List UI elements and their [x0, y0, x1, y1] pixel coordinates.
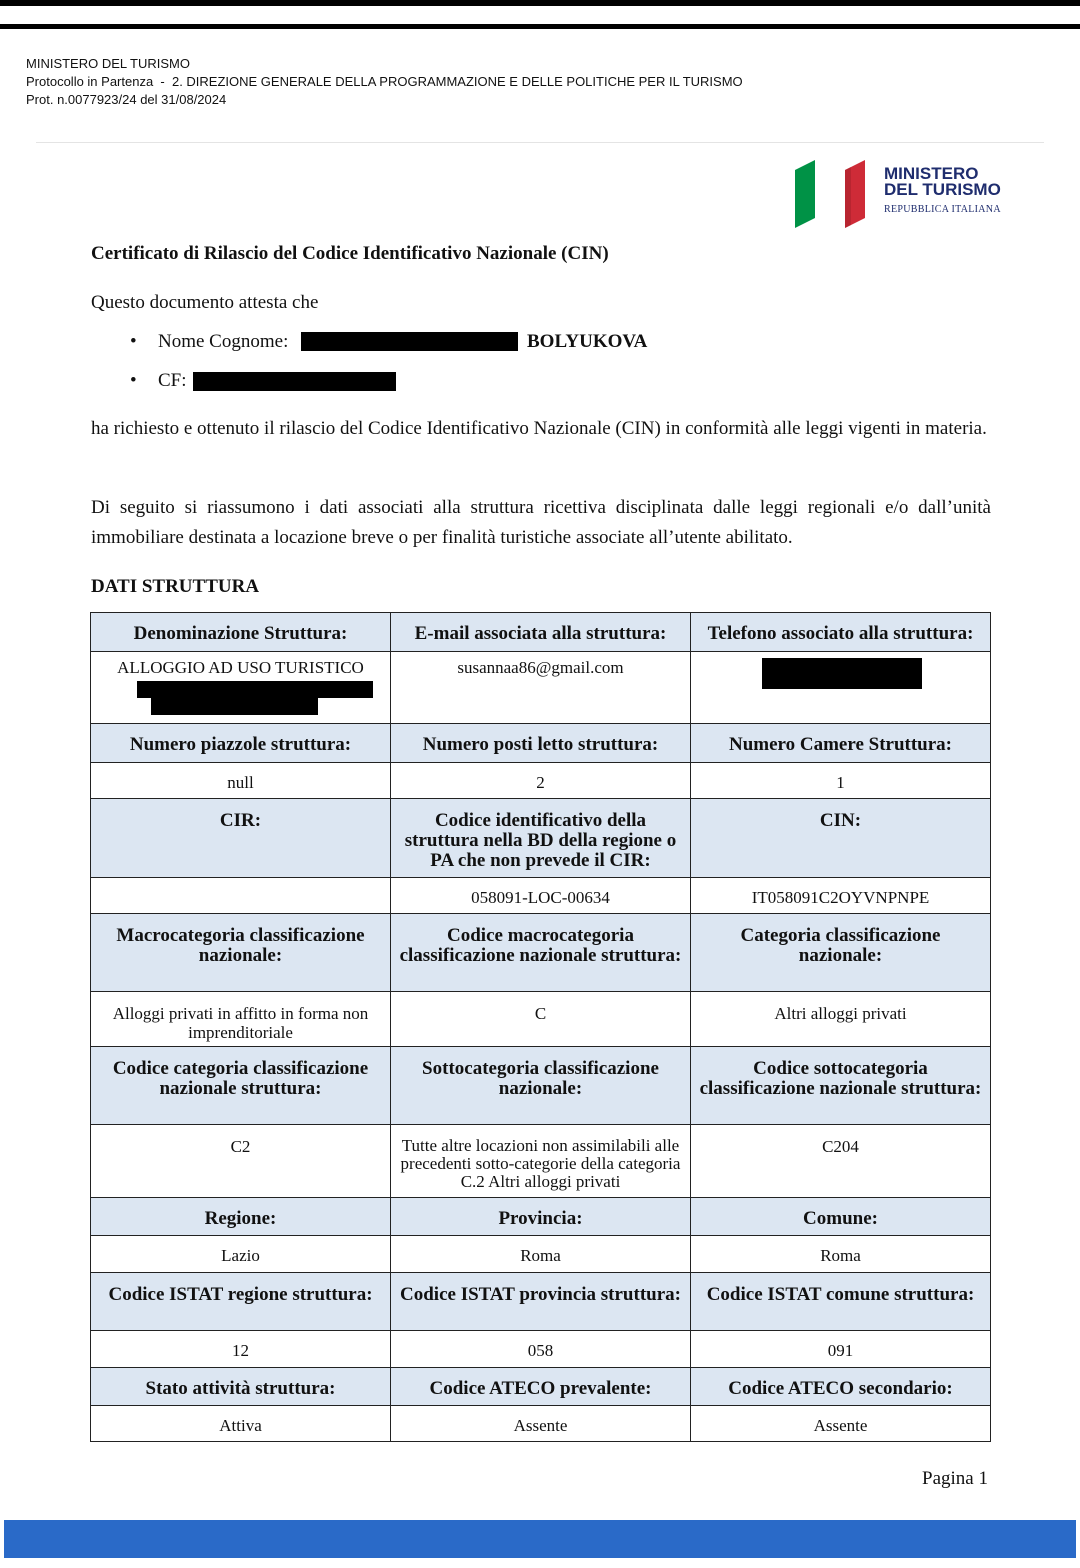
ministry-logo: [793, 156, 1023, 228]
table-row: [91, 1406, 991, 1442]
header-cell: Macrocategoria classificazione nazionale:: [91, 914, 391, 992]
value-cell: Lazio: [91, 1236, 391, 1273]
structure-name: ALLOGGIO AD USO TURISTICO: [117, 658, 364, 677]
value-cell: Roma: [691, 1236, 991, 1273]
page-number: Pagina 1: [922, 1468, 988, 1489]
protocol-header: [26, 55, 743, 109]
bullet-dot: •: [130, 370, 137, 391]
header-cell: Codice ISTAT comune struttura:: [691, 1273, 991, 1331]
table-row: [91, 1125, 991, 1198]
table-header-row: [91, 914, 991, 992]
cf-label: CF:: [158, 370, 187, 391]
redacted-name: [301, 332, 518, 351]
table-row: [91, 763, 991, 799]
intro-text: Questo documento attesta che: [91, 292, 319, 313]
logo-republic: REPUBBLICA ITALIANA: [884, 204, 1001, 215]
value-cell: 058091-LOC-00634: [391, 878, 691, 914]
protocol-ministry: MINISTERO DEL TURISMO: [26, 56, 190, 71]
value-cell: Attiva: [91, 1406, 391, 1442]
value-cell: 2: [391, 763, 691, 799]
table-row: [91, 652, 991, 724]
table-header-row: [91, 1273, 991, 1331]
top-border-secondary: [0, 24, 1080, 29]
paragraph-request: ha richiesto e ottenuto il rilascio del Codice Identificativo Nazionale (CIN) in conformità alle leggi vigenti in materia.: [91, 418, 987, 439]
table-row: [91, 1236, 991, 1273]
value-cell: Alloggi privati in affitto in forma non imprenditoriale: [91, 992, 391, 1047]
header-cell: Codice macrocategoria classificazione nazionale struttura:: [391, 914, 691, 992]
header-cell: Codice ISTAT regione struttura:: [91, 1273, 391, 1331]
italian-flag-icon: [793, 160, 873, 230]
header-cell: Telefono associato alla struttura:: [691, 613, 991, 652]
header-cell: Codice ATECO prevalente:: [391, 1368, 691, 1406]
header-cell: E-mail associata alla struttura:: [391, 613, 691, 652]
header-cell: Regione:: [91, 1198, 391, 1236]
value-cell: 12: [91, 1331, 391, 1368]
value-cell: Assente: [691, 1406, 991, 1442]
table-row: [91, 992, 991, 1047]
header-cell: Sottocategoria classificazione nazionale:: [391, 1047, 691, 1125]
redacted-structure-line2: [151, 698, 318, 715]
table-header-row: [91, 1047, 991, 1125]
header-cell: Codice ISTAT provincia struttura:: [391, 1273, 691, 1331]
header-cell: Categoria classificazione nazionale:: [691, 914, 991, 992]
certificate-title: Certificato di Rilascio del Codice Identificativo Nazionale (CIN): [91, 243, 609, 264]
name-label: Nome Cognome:: [158, 331, 289, 352]
redacted-phone: [762, 658, 922, 689]
header-cell: Provincia:: [391, 1198, 691, 1236]
header-cell: Codice ATECO secondario:: [691, 1368, 991, 1406]
value-cell: Altri alloggi privati: [691, 992, 991, 1047]
bullet-dot: •: [130, 331, 137, 352]
table-row: [91, 878, 991, 914]
table-header-row: [91, 724, 991, 763]
value-cell: C: [391, 992, 691, 1047]
table-header-row: [91, 799, 991, 878]
value-cell: Roma: [391, 1236, 691, 1273]
header-cell: Comune:: [691, 1198, 991, 1236]
redacted-cf: [193, 372, 396, 391]
header-cell: Numero piazzole struttura:: [91, 724, 391, 763]
value-cell: 058: [391, 1331, 691, 1368]
header-cell: Codice sottocategoria classificazione nazionale struttura:: [691, 1047, 991, 1125]
table-header-row: [91, 1198, 991, 1236]
value-cell: [691, 652, 991, 724]
logo-text: [884, 166, 1001, 198]
redacted-structure-line1: [137, 681, 373, 698]
logo-line-turismo: DEL TURISMO: [884, 180, 1001, 199]
protocol-number: Prot. n.0077923/24 del 31/08/2024: [26, 92, 227, 107]
paragraph-summary: Di seguito si riassumono i dati associati alla struttura ricettiva disciplinata dalle leggi regionali e/o dall’unità immobiliare destinata a locazione breve o per finalità turistiche associate all’utente abilitato.: [91, 497, 991, 548]
value-cell: 091: [691, 1331, 991, 1368]
value-cell: C204: [691, 1125, 991, 1198]
top-border: [0, 0, 1080, 6]
value-cell: 1: [691, 763, 991, 799]
value-cell: susannaa86@gmail.com: [391, 652, 691, 724]
section-title: DATI STRUTTURA: [91, 576, 260, 597]
surname-value: BOLYUKOVA: [527, 331, 648, 352]
value-cell: Tutte altre locazioni non assimilabili alle precedenti sotto-categorie della categoria C.2 Altri alloggi privati: [391, 1125, 691, 1198]
header-cell: CIR:: [91, 799, 391, 878]
value-cell: IT058091C2OYVNPNPE: [691, 878, 991, 914]
table-header-row: [91, 1368, 991, 1406]
table-row: [91, 1331, 991, 1368]
header-cell: Numero posti letto struttura:: [391, 724, 691, 763]
header-cell: CIN:: [691, 799, 991, 878]
header-cell: Codice identificativo della struttura nella BD della regione o PA che non prevede il CIR:: [391, 799, 691, 878]
protocol-direction: Protocollo in Partenza - 2. DIREZIONE GENERALE DELLA PROGRAMMAZIONE E DELLE POLITICHE PER IL TURISMO: [26, 74, 743, 89]
header-cell: Numero Camere Struttura:: [691, 724, 991, 763]
value-cell: C2: [91, 1125, 391, 1198]
logo-line-ministero: MINISTERO: [884, 164, 979, 183]
value-cell: [91, 878, 391, 914]
value-cell: null: [91, 763, 391, 799]
value-cell: Assente: [391, 1406, 691, 1442]
structure-data-table: [90, 612, 991, 1442]
header-cell: Stato attività struttura:: [91, 1368, 391, 1406]
footer-bar: [4, 1520, 1076, 1558]
table-header-row: [91, 613, 991, 652]
header-cell: Denominazione Struttura:: [91, 613, 391, 652]
header-cell: Codice categoria classificazione nazionale struttura:: [91, 1047, 391, 1125]
header-divider: [36, 142, 1044, 143]
value-cell: [91, 652, 391, 724]
